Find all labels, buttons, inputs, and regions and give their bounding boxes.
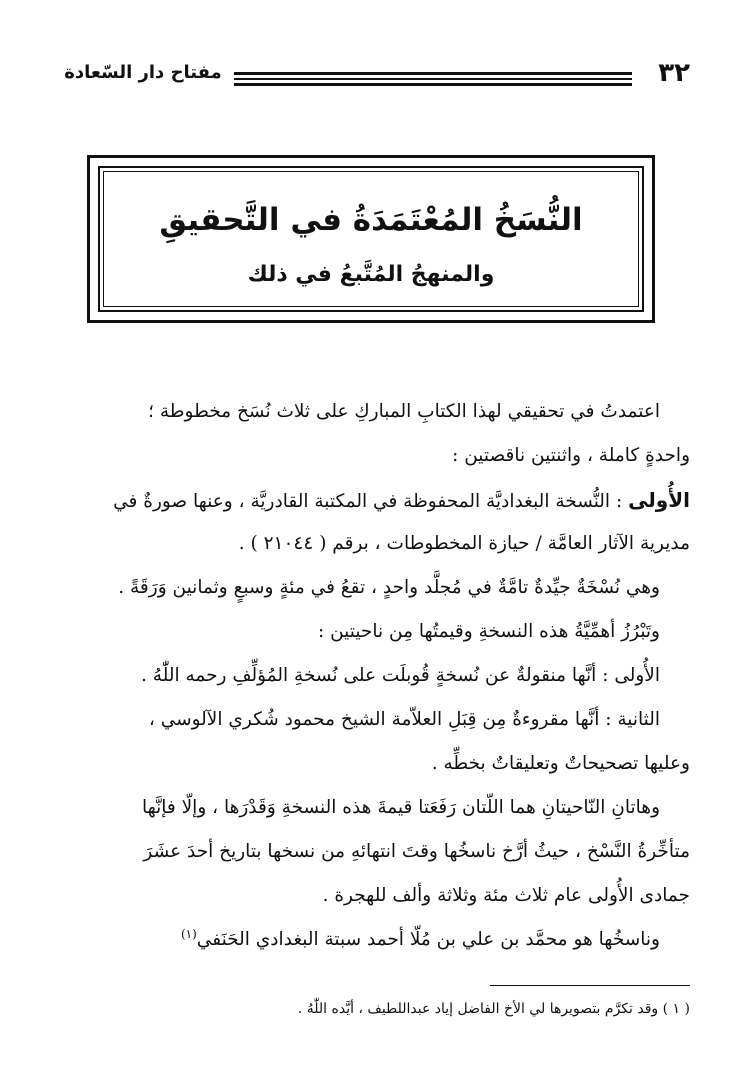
page-header (58, 56, 690, 100)
body-line: وعليها تصحيحاتٌ وتعليقاتٌ بخطِّه . (431, 753, 690, 774)
body-line: الأُولى : أنَّها منقولةٌ عن نُسخةٍ قُوبلَت على نُسخةِ المُؤلِّفِ رحمه اللّٰهُ . (141, 665, 660, 686)
footnote-divider (490, 985, 690, 986)
footnote: ( ١ ) وقد تكرَّم بتصويرها لي الأخ الفاضل إياد عبداللطيف ، أيَّده اللّٰهُ . (297, 1001, 690, 1017)
body-line: وتَبْرُزُ أهمِّيَّةُ هذه النسخةِ وقيمتُها مِن ناحيتين : (317, 621, 660, 642)
body-text (54, 390, 690, 962)
chapter-title: النُّسَخُ المُعْتَمَدَةُ في التَّحقيقِ (159, 202, 583, 238)
body-line: جمادى الأُولى عام ثلاث مئة وثلاثة وألف للهجرة . (322, 885, 690, 906)
body-line (54, 918, 690, 962)
chapter-title-frame (87, 155, 655, 323)
body-line: متأخِّرةُ النَّسْخ ، حيثُ أرَّخ ناسخُها وقتَ انتهائهِ من نسخها بتاريخ أحدَ عشَرَ (143, 841, 690, 862)
section-lead: الأُولى (628, 488, 690, 512)
body-line: مديرية الآثار العامَّة / حيازة المخطوطات ، برقم ( ٢١٠٤٤ ) . (238, 533, 690, 554)
body-line: الثانية : أنَّها مقروءةٌ مِن قِبَلِ العلاّمة الشيخ محمود شُكري الآلوسي ، (148, 709, 660, 730)
chapter-subtitle: والمنهجُ المُتَّبعُ في ذلك (247, 262, 495, 287)
body-line: وهي نُسْخَةٌ جيِّدةٌ تامَّةٌ في مُجلَّد واحدٍ ، تقعُ في مئةٍ وسبعٍ وثمانين وَرَقَةً . (118, 577, 660, 598)
page-number: ٣٢ (658, 58, 690, 88)
footnote-marker: (١) (180, 926, 197, 941)
chapter-title-inner-frame (98, 166, 644, 312)
body-line-text: : النُّسخة البغداديَّة المحفوظة في المكتبة القادريَّة ، وعنها صورةٌ في (113, 491, 629, 512)
body-line: واحدةٍ كاملة ، واثنتين ناقصتين : (452, 445, 690, 466)
header-rule (234, 72, 632, 89)
body-line-text: وناسخُها هو محمَّد بن علي بن مُلّا أحمد سبتة البغدادي الحَنَفي (196, 929, 660, 950)
body-line: اعتمدتُ في تحقيقي لهذا الكتابِ المباركِ على ثلاث نُسَخ مخطوطة ؛ (148, 401, 660, 422)
body-line: وهاتانِ النّاحيتانِ هما اللّتان رَفَعَتا قيمةَ هذه النسخةِ وَقَدْرَها ، وإلّا فإنَّها (141, 797, 660, 818)
running-book-title: مفتاح دار السّعادة (64, 62, 222, 83)
body-line (54, 478, 690, 522)
